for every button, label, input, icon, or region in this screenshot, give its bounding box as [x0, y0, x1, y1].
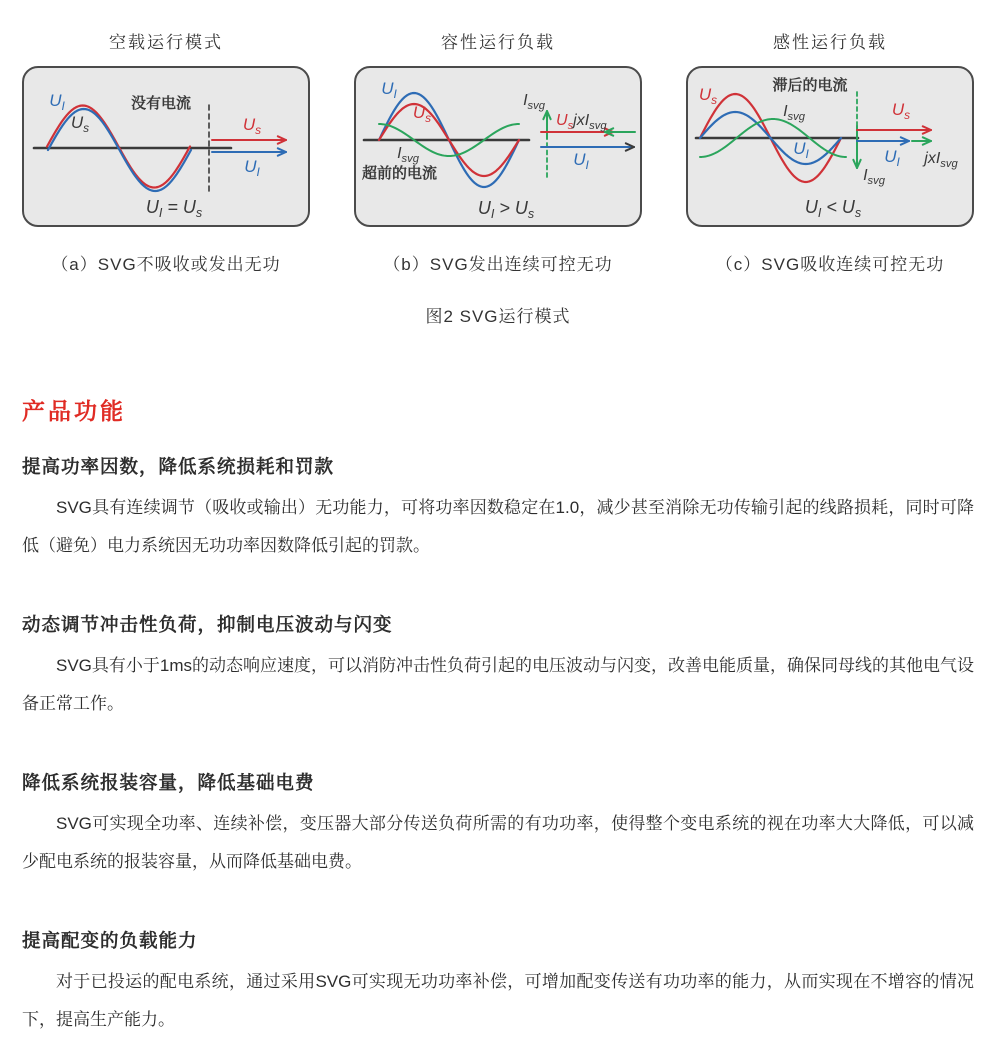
panel-b-waveform-chart	[356, 68, 640, 225]
panel-c-caption: （c）SVG吸收连续可控无功	[715, 255, 945, 274]
panel-b-caption: （b）SVG发出连续可控无功	[383, 255, 613, 274]
section-load-capability	[22, 927, 974, 1039]
diagram-label: $U_s$	[891, 100, 911, 122]
section-dynamic-regulation-body: SVG具有小于1ms的动态响应速度，可以消防冲击性负荷引起的电压波动与闪变，改善电能质量，确保同母线的其他电气设备正常工作。	[22, 656, 975, 713]
diagram-label: $U_I < U_s$	[804, 197, 862, 220]
panel-b-title: 容性运行负载	[441, 33, 555, 52]
figure-row	[0, 0, 996, 275]
diagram-label: $I_{svg}$	[863, 167, 885, 187]
diagram-label: $U_I = U_s$	[145, 197, 203, 220]
section-power-factor-body: SVG具有连续调节（吸收或输出）无功能力，可将功率因数稳定在1.0，减少甚至消除无功传输引起的线路损耗，同时可降低（避免）电力系统因无功功率因数降低引起的罚款。	[22, 498, 974, 555]
panel-a-title: 空载运行模式	[109, 33, 223, 52]
figure-caption: 图2 SVG运行模式	[425, 307, 571, 326]
diagram-label: $I_{svg}$	[523, 92, 545, 112]
diagram-label: $U_I$	[49, 91, 65, 113]
diagram-label: $U_s$	[70, 113, 90, 135]
section-capacity-reduction-body: SVG可实现全功率、连续补偿，变压器大部分传送负荷所需的有功功率，使得整个变电系统的视在功率大大降低，可以减少配电系统的报装容量，从而降低基础电费。	[22, 814, 974, 871]
section-load-capability-heading: 提高配变的负载能力	[22, 930, 198, 951]
diagram-label: jxI$_{svg}$	[924, 150, 958, 170]
diagram-label: $U_s$	[412, 103, 432, 125]
diagram-label: 超前的电流	[362, 165, 438, 182]
diagram-label: $U_I$	[381, 79, 397, 101]
diagram-label: $U_I$	[884, 147, 900, 169]
panel-c-title: 感性运行负载	[773, 33, 887, 52]
section-title-product-features: 产品功能	[22, 398, 126, 424]
figure-panel-a	[0, 28, 332, 275]
panel-c-diagram-box	[686, 66, 974, 227]
diagram-label: $I_{svg}$	[397, 145, 419, 165]
diagram-label: 没有电流	[130, 95, 192, 112]
panel-a-diagram-box	[22, 66, 310, 227]
panel-a-waveform-chart	[24, 68, 308, 225]
section-dynamic-regulation-heading: 动态调节冲击性负荷，抑制电压波动与闪变	[22, 614, 393, 635]
diagram-label: $U_I$	[793, 139, 809, 161]
diagram-label: 滞后的电流	[772, 77, 848, 94]
diagram-label: $U_sjxI_{svg}$	[556, 112, 607, 132]
section-capacity-reduction	[22, 769, 974, 881]
figure-panel-c	[664, 28, 996, 275]
section-load-capability-body: 对于已投运的配电系统，通过采用SVG可实现无功功率补偿，可增加配变传送有功功率的能力，从而实现在不增容的情况下，提高生产能力。	[22, 972, 974, 1029]
diagram-label: $I_{svg}$	[783, 103, 805, 123]
section-power-factor-heading: 提高功率因数，降低系统损耗和罚款	[22, 456, 335, 477]
diagram-label: $U_s$	[242, 115, 262, 137]
section-power-factor	[22, 453, 974, 565]
section-dynamic-regulation	[22, 611, 974, 723]
figure-panel-b	[332, 28, 664, 275]
panel-b-diagram-box	[354, 66, 642, 227]
panel-a-caption: （a）SVG不吸收或发出无功	[51, 255, 281, 274]
panel-c-waveform-chart	[688, 68, 972, 225]
section-capacity-reduction-heading: 降低系统报装容量，降低基础电费	[22, 772, 315, 793]
diagram-label: $U_s$	[698, 85, 718, 107]
content-area	[0, 393, 996, 1039]
diagram-label: $U_I$	[573, 150, 589, 172]
diagram-label: $U_I$	[244, 157, 260, 179]
diagram-label: $U_I > U_s$	[477, 198, 535, 221]
